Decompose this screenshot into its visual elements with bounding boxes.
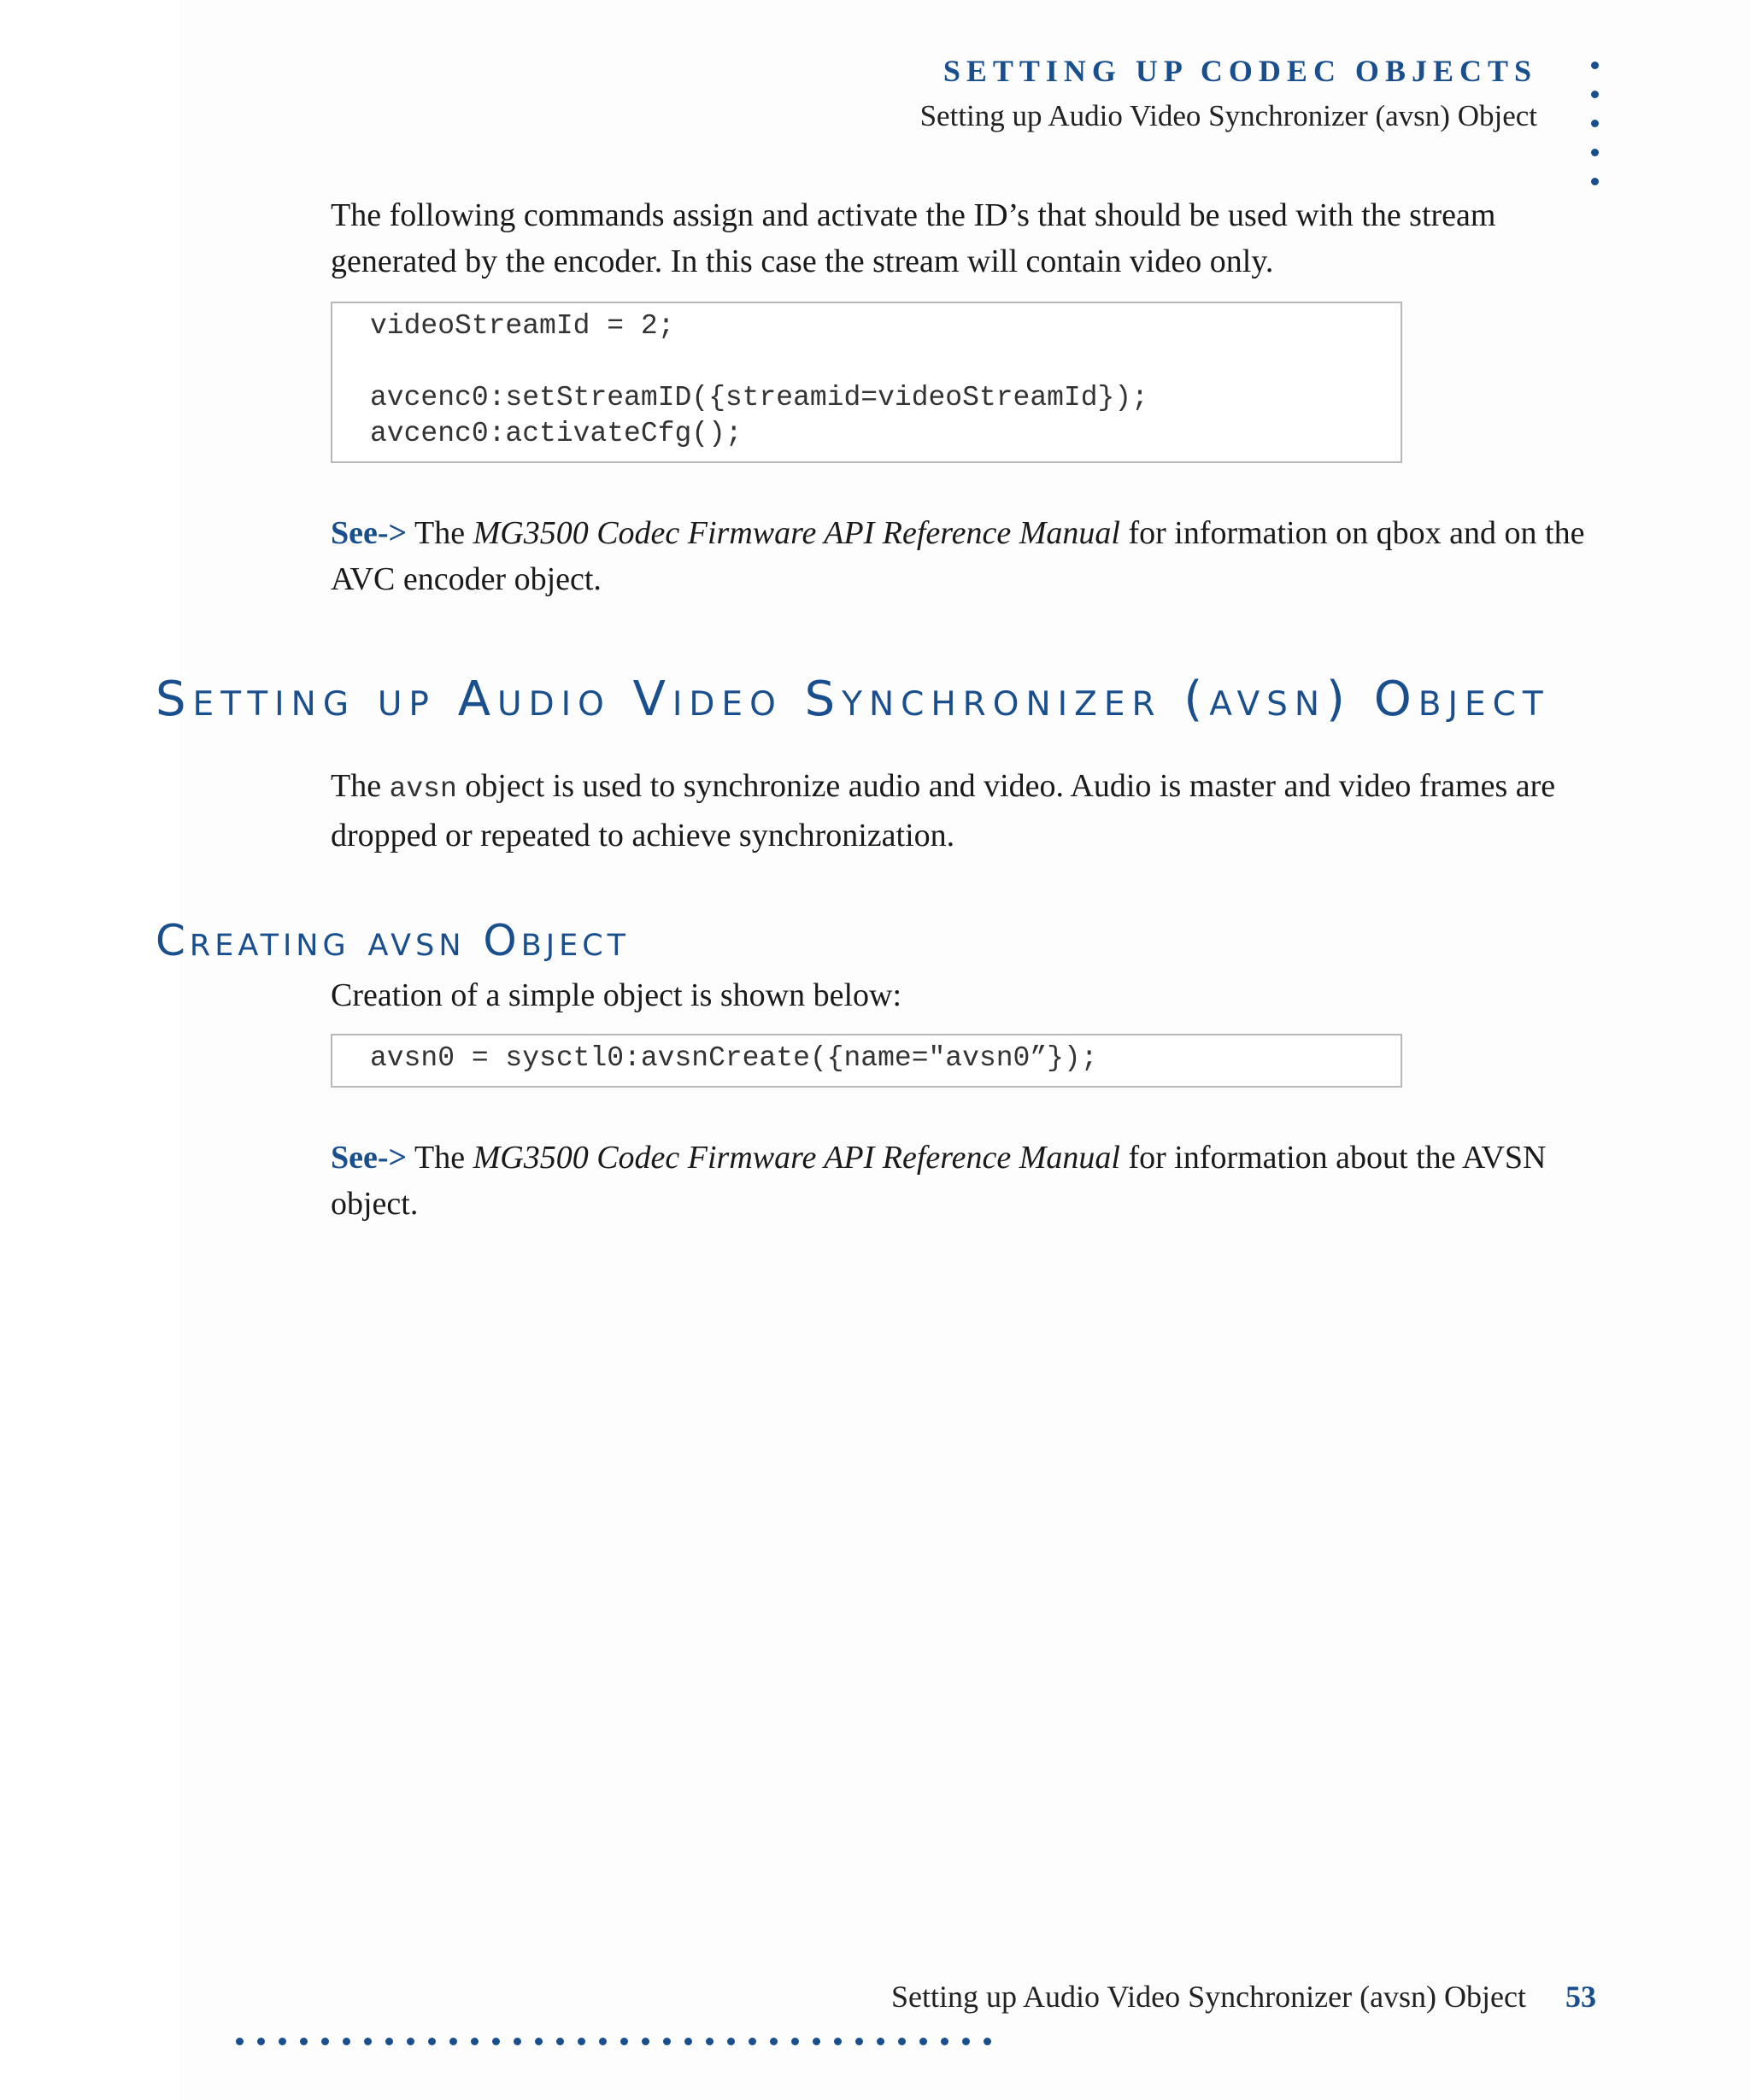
decorative-dot	[877, 2038, 884, 2045]
decorative-dot	[834, 2038, 842, 2045]
intro-paragraph: The following commands assign and activate the ID’s that should be used with the stream generated by the encoder. In this case the stream will contain video only.	[331, 197, 1496, 279]
section-paragraph	[331, 763, 1595, 859]
decorative-dot	[770, 2038, 778, 2045]
see-rest: for information on qbox and on the AVC encoder object.	[331, 515, 1585, 597]
decorative-dot	[236, 2038, 244, 2045]
decorative-dot	[706, 2038, 714, 2045]
decorative-dot	[813, 2038, 820, 2045]
decorative-dot	[385, 2038, 393, 2045]
section-para-post: object is used to synchronize audio and video. Audio is master and video frames are dropped or repeated to achieve synchronization.	[331, 768, 1556, 853]
decorative-dot	[449, 2038, 457, 2045]
see-the: The	[414, 1140, 466, 1176]
decorative-dot	[962, 2038, 970, 2045]
decorative-dot	[514, 2038, 521, 2045]
see-rest: for information about the AVSN object.	[331, 1140, 1547, 1222]
inline-code-avsn: avsn	[389, 773, 457, 805]
decorative-dot	[642, 2038, 649, 2045]
running-header-chapter: SETTING UP CODEC OBJECTS	[943, 54, 1537, 88]
code-block-avsn-create	[331, 1034, 1402, 1088]
see-reference-avsn	[331, 1135, 1595, 1227]
see-label: See->	[331, 515, 408, 551]
decorative-dot	[749, 2038, 756, 2045]
header-dot-column	[1591, 62, 1603, 207]
code-line: avsn0 = sysctl0:avsnCreate({name="avsn0”});	[370, 1042, 1098, 1074]
decorative-dot	[620, 2038, 628, 2045]
decorative-dot	[300, 2038, 308, 2045]
footer-section-title: Setting up Audio Video Synchronizer (avsn) Object	[890, 1980, 1526, 2014]
decorative-dot	[898, 2038, 906, 2045]
decorative-dot	[578, 2038, 585, 2045]
footer-dot-row	[236, 2038, 1005, 2046]
decorative-dot	[407, 2038, 414, 2045]
decorative-dot	[535, 2038, 543, 2045]
section-para-pre: The	[331, 768, 382, 804]
see-label: See->	[331, 1140, 408, 1176]
code-line: videoStreamId = 2;	[370, 310, 675, 342]
decorative-dot	[279, 2038, 286, 2045]
decorative-dot	[492, 2038, 500, 2045]
decorative-dot	[1591, 178, 1599, 185]
decorative-dot	[321, 2038, 329, 2045]
decorative-dot	[471, 2038, 479, 2045]
decorative-dot	[919, 2038, 927, 2045]
decorative-dot	[1591, 62, 1599, 69]
decorative-dot	[984, 2038, 991, 2045]
decorative-dot	[791, 2038, 799, 2045]
see-the: The	[414, 515, 466, 551]
decorative-dot	[855, 2038, 863, 2045]
code-line: avcenc0:setStreamID({streamid=videoStreamId});	[370, 382, 1148, 414]
decorative-dot	[941, 2038, 948, 2045]
section-heading: Setting up Audio Video Synchronizer (avsn) Object	[156, 672, 1550, 727]
code-line: avcenc0:activateCfg();	[370, 418, 743, 449]
manual-title: MG3500 Codec Firmware API Reference Manual	[473, 1140, 1120, 1176]
decorative-dot	[1591, 120, 1599, 127]
decorative-dot	[428, 2038, 436, 2045]
subsection-heading: Creating avsn Object	[156, 916, 631, 965]
manual-title: MG3500 Codec Firmware API Reference Manual	[473, 515, 1120, 551]
decorative-dot	[727, 2038, 735, 2045]
decorative-dot	[684, 2038, 692, 2045]
decorative-dot	[257, 2038, 265, 2045]
page-number: 53	[1565, 1980, 1596, 2014]
running-header-section: Setting up Audio Video Synchronizer (avsn) Object	[919, 99, 1537, 132]
decorative-dot	[1591, 149, 1599, 156]
code-line	[370, 344, 1401, 380]
decorative-dot	[599, 2038, 607, 2045]
decorative-dot	[663, 2038, 671, 2045]
decorative-dot	[343, 2038, 350, 2045]
see-reference-qbox	[331, 510, 1595, 602]
code-block-stream-id	[331, 302, 1402, 463]
decorative-dot	[1591, 91, 1599, 98]
decorative-dot	[364, 2038, 372, 2045]
decorative-dot	[556, 2038, 564, 2045]
subsection-paragraph: Creation of a simple object is shown below:	[331, 977, 902, 1013]
